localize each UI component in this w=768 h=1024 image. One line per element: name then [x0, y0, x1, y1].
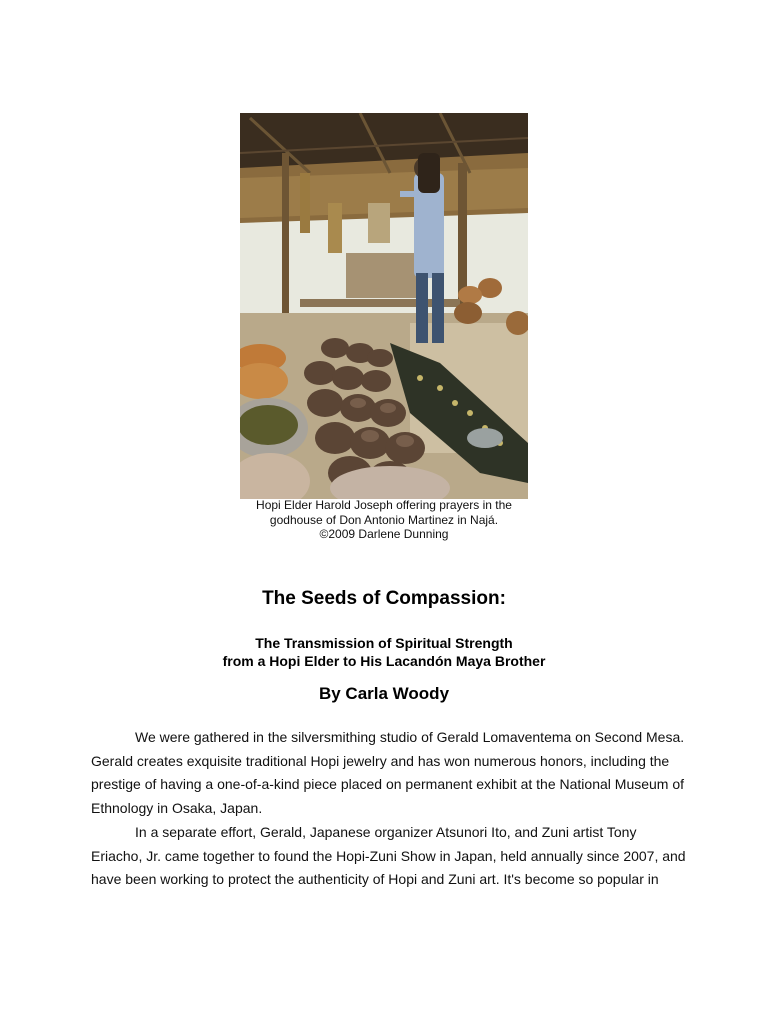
- body-line: In a separate effort, Gerald, Japanese organizer Atsunori Ito, and Zuni artist Tony: [135, 823, 637, 840]
- article-photo: [240, 113, 528, 499]
- photo-caption: [200, 498, 568, 542]
- body-line: Gerald creates exquisite traditional Hopi jewelry and has won numerous honors, including the: [91, 752, 670, 769]
- caption-credit: ©2009 Darlene Dunning: [319, 527, 449, 541]
- photo-illustration: [240, 113, 528, 499]
- subtitle-line: The Transmission of Spiritual Strength: [255, 635, 513, 651]
- body-line: prestige of having a one-of-a-kind piece placed on permanent exhibit at the National Museum of: [91, 776, 685, 793]
- body-line: We were gathered in the silversmithing studio of Gerald Lomaventema on Second Mesa.: [135, 729, 685, 745]
- caption-line: godhouse of Don Antonio Martinez in Najá.: [269, 512, 499, 527]
- article-body: [91, 726, 691, 892]
- body-line: have been working to protect the authenticity of Hopi and Zuni art. It's become so popular in: [91, 871, 659, 888]
- subtitle-line: from a Hopi Elder to His Lacandón Maya Brother: [222, 653, 546, 669]
- article-title: The Seeds of Compassion:: [262, 588, 506, 609]
- body-line: Eriacho, Jr. came together to found the Hopi-Zuni Show in Japan, held annually since 2007, and: [91, 847, 686, 864]
- body-line: Ethnology in Osaka, Japan.: [91, 800, 263, 817]
- caption-line: Hopi Elder Harold Joseph offering prayers in the: [256, 498, 512, 512]
- article-subtitle: [0, 634, 768, 670]
- article-byline: By Carla Woody: [318, 684, 450, 703]
